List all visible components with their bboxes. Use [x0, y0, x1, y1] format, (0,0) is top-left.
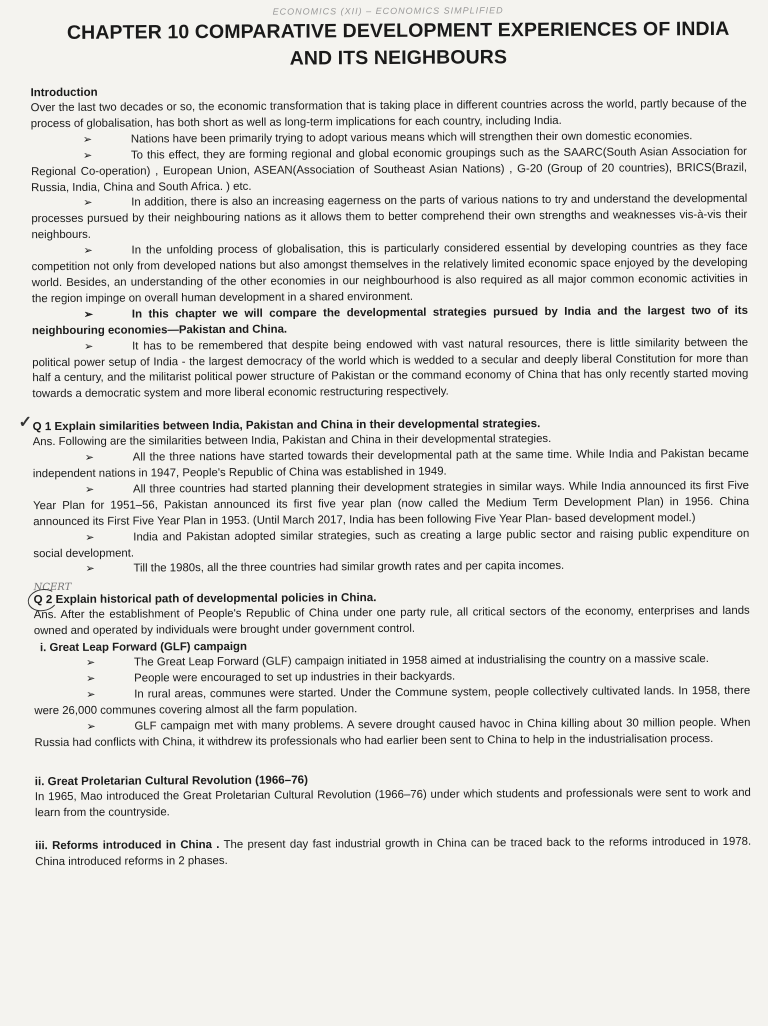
intro-bullet: ➢ To this effect, they are forming regional and global economic groupings such as the SAARC(South Asian Association for Regional Co-operation) , European Union, ASEAN(Association of Southeast Asian Nations) , G-20 (Group of 20 countries), BRICS(Brazil, Russia, India, China and South Africa. ) etc.	[31, 145, 748, 194]
arrow-bullet-icon: ➢	[86, 672, 96, 685]
arrow-bullet-icon: ➢	[82, 133, 93, 146]
answer-1-intro: Ans. Following are the similarities between India, Pakistan and China in their developmental strategies.	[32, 433, 552, 449]
arrow-bullet-icon: ➢	[83, 308, 94, 321]
arrow-bullet-icon: ➢	[85, 563, 95, 576]
intro-bullet-bold: ➢ In this chapter we will compare the developmental strategies pursued by India and the largest two of its neighbouring economies—Pakistan and China.	[31, 304, 748, 337]
glf-bullet: ➢ GLF campaign met with many problems. A severe drought caused havoc in China killing about 30 million people. When Russia had conflicts with China, it withdrew its professionals who had earlier been sent to China to help in the industrialisation process.	[34, 716, 751, 749]
question-2-text: Explain historical path of developmental policies in China.	[55, 591, 377, 607]
arrow-bullet-icon: ➢	[82, 149, 93, 162]
arrow-bullet-icon: ➢	[86, 656, 96, 670]
reforms-heading: iii. Reforms introduced in China .	[35, 839, 220, 853]
arrow-bullet-icon: ➢	[84, 451, 95, 464]
glf-bullet: ➢ People were encouraged to set up industries in their backyards.	[34, 668, 750, 688]
intro-bullet: ➢ It has to be remembered that despite being endowed with vast natural resources, there is little similarity between the political power setup of India - the largest democracy of the world which is wedded to a secular and deeply liberal Constitution for more than half a century, and the militarist political power structure of Pakistan or the command economy of China that has only recently started moving towards a democratic system and more liberal economic restructuring respectively.	[32, 336, 749, 401]
arrow-bullet-icon: ➢	[83, 197, 93, 210]
glf-bullet: ➢ The Great Leap Forward (GLF) campaign initiated in 1958 aimed at industrialising the country on a massive scale.	[34, 652, 750, 672]
glf-bullet: ➢ In rural areas, communes were started. Under the Commune system, people collectively cultivated lands. In 1958, there were 26,000 communes covering almost all the farm population.	[34, 684, 751, 718]
intro-bullet: ➢ In addition, there is also an increasing eagerness on the parts of various nations to try and understand the developmental processes pursued by their neighbouring nations as it allows them to better comprehend their own strengths and weaknesses vis-à-vis their neighbours.	[31, 193, 748, 242]
answer-label: Ans.	[32, 436, 56, 449]
answer-label: Ans.	[33, 609, 57, 622]
answer-1-bullet: ➢ All three countries had started planning their development strategies in similar ways. While India announced its first Five Year Plan for 1951–56, Pakistan announced its first five year plan (now called the Medium Term Development Plan) in 1956. China announced its First Five Year Plan in 1953. (Until March 2017, India has been following Five Year Plan- based development model.)	[33, 479, 750, 528]
answer-1-bullet: ➢ India and Pakistan adopted similar strategies, such as creating a large public sector and raising public expenditure on social development.	[33, 527, 750, 560]
question-1-label: ✓ Q 1	[18, 414, 52, 434]
introduction-heading: Introduction	[30, 86, 98, 100]
handwritten-note: NCERT	[33, 582, 72, 594]
answer-2-intro: Ans. After the establishment of People's Republic of China under one party rule, all critical sectors of the economy, enterprises and lands owned and operated by individuals were brought under government control.	[33, 605, 750, 638]
introduction-paragraph: Over the last two decades or so, the economic transformation that is taking place in different countries across the world, partly because of the process of globalisation, has both short as well as long-term implications for each country, including India.	[30, 97, 747, 131]
chapter-title	[30, 16, 746, 74]
gpcr-heading: ii. Great Proletarian Cultural Revolution (1966–76)	[34, 773, 308, 788]
running-header: ECONOMICS (XII) – ECONOMICS SIMPLIFIED	[272, 5, 504, 17]
answer-1-bullet: ➢ All the three nations have started towards their developmental path at the same time. While India and Pakistan became independent nations in 1947, People's Republic of China was established in 1949.	[32, 447, 749, 481]
answer-1-bullet: ➢ Till the 1980s, all the three countries had similar growth rates and per capita incomes.	[33, 558, 749, 578]
arrow-bullet-icon: ➢	[84, 340, 94, 353]
chapter-title-line-1: CHAPTER 10 COMPARATIVE DEVELOPMENT EXPERIENCES OF INDIA	[66, 17, 730, 44]
handwritten-tick-icon: ✓	[18, 414, 33, 432]
intro-bullet: ➢ Nations have been primarily trying to adopt various means which will strengthen their own domestic economies.	[31, 129, 747, 149]
reforms-paragraph: iii. Reforms introduced in China . The present day fast industrial growth in China can be traced back to the reforms introduced in 1978. China introduced reforms in 2 phases.	[35, 836, 752, 869]
glf-heading: i. Great Leap Forward (GLF) campaign	[39, 641, 247, 655]
chapter-title-line-2: AND ITS NEIGHBOURS	[289, 46, 508, 70]
gpcr-paragraph: In 1965, Mao introduced the Great Proletarian Cultural Revolution (1966–76) under which students and professionals were sent to work and learn from the countryside.	[34, 786, 751, 819]
question-2-label: Q 2	[34, 592, 53, 608]
arrow-bullet-icon: ➢	[85, 531, 95, 544]
question-1-text: Explain similarities between India, Pakistan and China in their developmental strategies.	[54, 417, 541, 434]
arrow-bullet-icon: ➢	[84, 483, 95, 496]
arrow-bullet-icon: ➢	[86, 688, 96, 701]
arrow-bullet-icon: ➢	[83, 244, 93, 257]
intro-bullet: ➢ In the unfolding process of globalisation, this is particularly considered essential by developing countries as they face competition not only from developed nations but also amongst themselves in the relatively limited economic space enjoyed by the developing world. Besides, an understanding of the other economies in our neighbourhood is also required as all major common economic activities in the region impinge on overall human development in a shared environment.	[31, 240, 748, 306]
arrow-bullet-icon: ➢	[86, 720, 96, 733]
